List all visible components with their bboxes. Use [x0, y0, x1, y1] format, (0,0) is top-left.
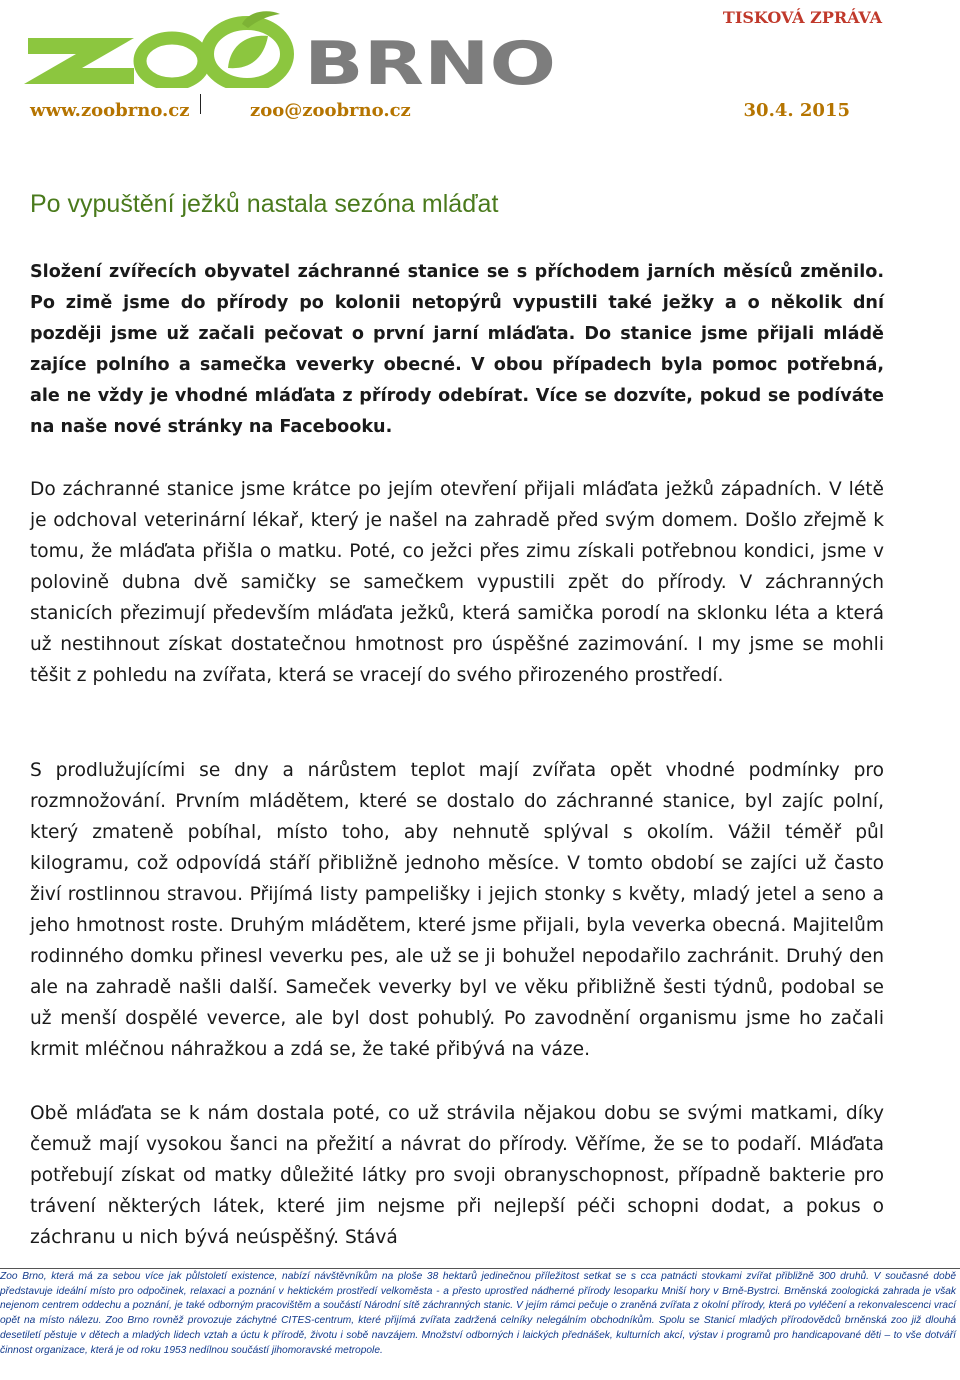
- website-link[interactable]: www.zoobrno.cz: [30, 100, 190, 121]
- logo-leaf-icon: [228, 36, 268, 68]
- contact-divider: [200, 94, 201, 114]
- logo-letter-z: [24, 38, 134, 84]
- article-paragraph: Obě mláďata se k nám dostala poté, co už strávila nějakou dobu se svými matkami, díky čemuž mají vysokou šanci na přežití a návrat do přírody. Věříme, že se to podaří. Mláďata potřebují získat od matky důležité látky pro svoji obranyschopnost, případně bakterie pro trávení některých látek, které jim nejsme při nejlepší péči schopni dodat, a pokus o záchranu u nich bývá neúspěšný. Stává: [30, 1103, 884, 1248]
- zoo-brno-logo: [22, 6, 562, 88]
- logo-letter-o1: [140, 38, 204, 84]
- contact-bar: [30, 100, 850, 130]
- article-perex: Složení zvířecích obyvatel záchranné stanice se s příchodem jarních měsíců změnilo. Po zimě jsme do přírody po kolonii netopýrů vypustili také ježky a o několik dní později jsme už začali pečovat o první jarní mláďata. Do stanice jsme přijali mládě zajíce polního a samečka veverky obecné. V obou případech byla pomoc potřebná, ale ne vždy je vhodné mláďata z přírody odebírat. Více se dozvíte, pokud se podíváte na naše nové stránky na Facebooku.: [30, 262, 884, 437]
- footer-about-text: Zoo Brno, která má za sebou více jak půlstoletí existence, nabízí návštěvníkům na ploše 38 hektarů jedinečnou příležitost setkat se s cca patnácti stovkami zvířat přibližně 300 druhů. V současné době představuje ideální místo pro odpočinek, relaxaci a poznání v hektickém prostředí velkoměsta - a přesto uprostřed nádherné přírody lesoparku Mniší hory v Brně-Bystrci. Brněnská zoologická zahrada je však nejenom centrem oddechu a poznání, je také odborným pracovištěm a součástí Národní sítě záchranných stanic. V jejím rámci pečuje o zraněná zvířata z okolní přírody, která po vyléčení a rekonvalescenci vrací opět na místo nálezu. Zoo Brno rovněž provozuje záchytné CITES-centrum, které přijímá zvířata zadržená celníky nelegálním obchodníkům. Spolu se Stanicí mladých přírodovědců brněnská zoo již dlouhá desetiletí pěstuje v dětech a mladých lidech vztah a úctu k přírodě, životu i sobě navzájem. Množství odborných i laických přednášek, kulturních akcí, výstav i programů pro handicapované děti – to vše dotváří činnost organizace, která je od roku 1953 nedílnou součástí jihomoravské metropole.: [0, 1271, 956, 1356]
- press-release-label: TISKOVÁ ZPRÁVA: [722, 8, 882, 27]
- footer-divider: [0, 1268, 960, 1269]
- article-title: Po vypuštění ježků nastala sezóna mláďat: [30, 190, 499, 218]
- logo-wordmark: BRNO: [304, 29, 556, 88]
- release-date: 30.4. 2015: [743, 100, 850, 121]
- article-paragraph: Do záchranné stanice jsme krátce po jejím otevření přijali mláďata ježků západních. V létě je odchoval veterinární lékař, který je našel na zahradě před svým domem. Došlo zřejmě k tomu, že mláďata přišla o matku. Poté, co ježci přes zimu získali potřebnou kondici, jsme v polovině dubna dvě samičky se samečkem vypustili zpět do přírody. V záchranných stanicích přezimují především mláďata ježků, která samička porodí na sklonku léta a která už nestihnout získat dostatečnou hmotnost pro úspěšné zazimování. I my jsme se mohli těšit z pohledu na zvířata, která se vracejí do svého přirozeného prostředí.: [30, 479, 884, 686]
- email-link[interactable]: zoo@zoobrno.cz: [250, 100, 411, 121]
- article-paragraph: S prodlužujícími se dny a nárůstem teplot mají zvířata opět vhodné podmínky pro rozmnožování. Prvním mládětem, které se dostalo do záchranné stanice, byl zajíc polní, který zmateně pobíhal, místo toho, aby nehnutě splýval s okolím. Vážil téměř půl kilogramu, což odpovídá stáří přibližně jednoho měsíce. V tomto období se zajíci už často živí rostlinnou stravou. Přijímá listy pampelišky i jejich stonky s květy, mladý jetel a seno a jeho hmotnost roste. Druhým mládětem, které jsme přijali, byla veverka obecná. Majitelům rodinného domku přinesl veverku pes, ale už se ji bohužel nepodařilo zachránit. Druhý den ale na zahradě našli další. Sameček veverky byl ve věku přibližně šesti týdnů, podobal se už menší dospělé veverce, ale byl dost pohublý. Po zavodnění organismu jsme ho začali krmit mléčnou náhražkou a zdá se, že také přibývá na váze.: [30, 760, 884, 1060]
